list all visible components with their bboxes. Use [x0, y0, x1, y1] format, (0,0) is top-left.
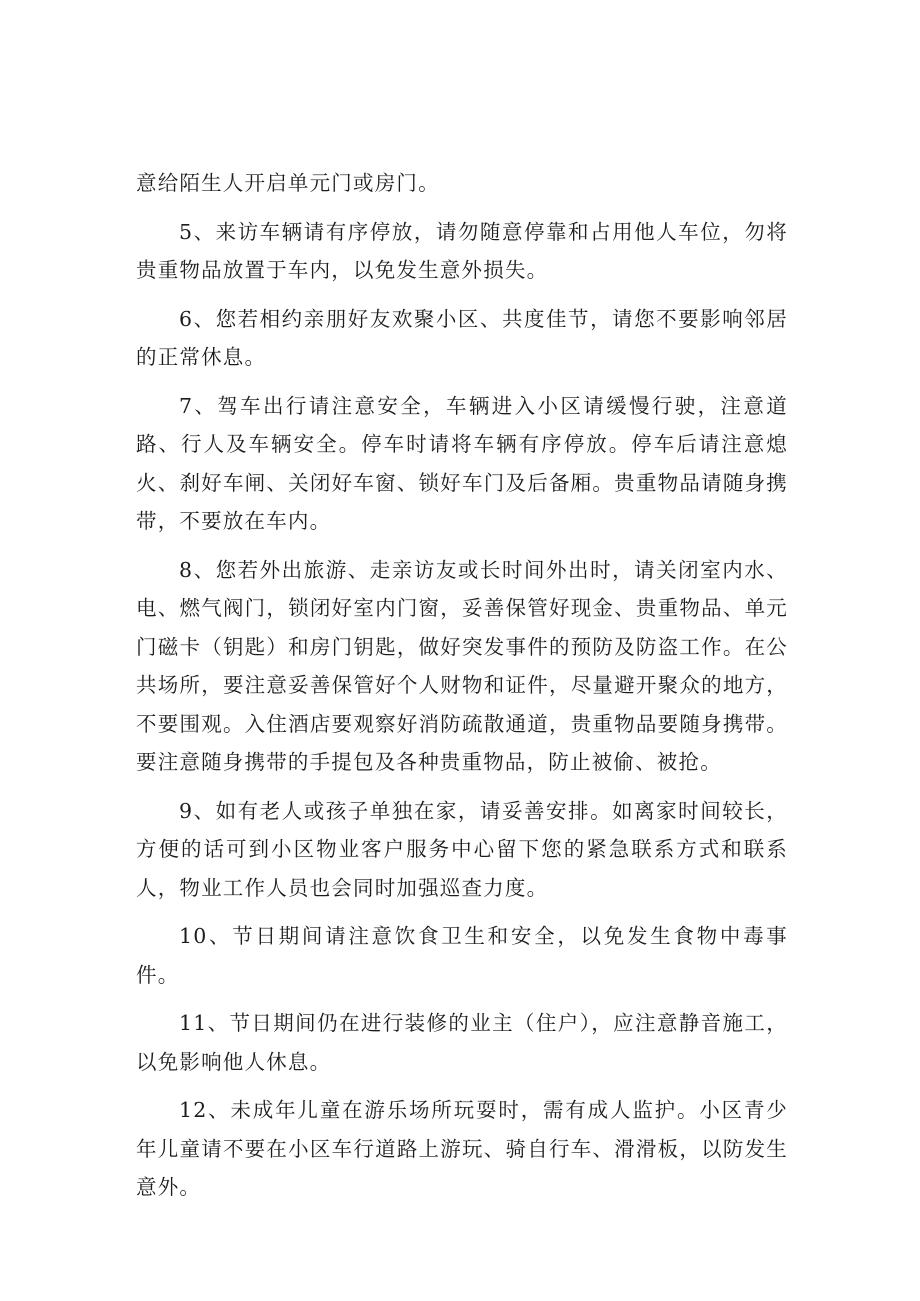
document-body	[136, 164, 788, 1217]
paragraph-item-9: 9、如有老人或孩子单独在家，请妥善安排。如离家时间较长，方便的话可到小区物业客户服务中心留下您的紧急联系方式和联系人，物业工作人员也会同时加强巡查力度。	[136, 798, 788, 900]
paragraph-item-7: 7、驾车出行请注意安全，车辆进入小区请缓慢行驶，注意道路、行人及车辆安全。停车时请将车辆有序停放。停车后请注意熄火、刹好车闸、关闭好车窗、锁好车门及后备厢。贵重物品请随身携带，不要放在车内。	[136, 393, 788, 533]
paragraph-item-6: 6、您若相约亲朋好友欢聚小区、共度佳节，请您不要影响邻居的正常休息。	[136, 306, 788, 369]
paragraph-item-10: 10、节日期间请注意饮食卫生和安全，以免发生食物中毒事件。	[136, 924, 788, 987]
paragraph-item-8: 8、您若外出旅游、走亲访友或长时间外出时，请关闭室内水、电、燃气阀门，锁闭好室内门窗，妥善保管好现金、贵重物品、单元门磁卡（钥匙）和房门钥匙，做好突发事件的预防及防盗工作。在公共场所，要注意妥善保管好个人财物和证件，尽量避开聚众的地方，不要围观。入住酒店要观察好消防疏散通道，贵重物品要随身携带。要注意随身携带的手提包及各种贵重物品，防止被偷、被抢。	[136, 557, 788, 774]
paragraph-item-11: 11、节日期间仍在进行装修的业主（住户），应注意静音施工，以免影响他人休息。	[136, 1011, 788, 1074]
paragraph-item-12: 12、未成年儿童在游乐场所玩耍时，需有成人监护。小区青少年儿童请不要在小区车行道路上游玩、骑自行车、滑滑板，以防发生意外。	[136, 1098, 788, 1199]
paragraph-item-5: 5、来访车辆请有序停放，请勿随意停靠和占用他人车位，勿将贵重物品放置于车内，以免发生意外损失。	[136, 219, 788, 282]
paragraph-continuation: 意给陌生人开启单元门或房门。	[136, 171, 440, 195]
